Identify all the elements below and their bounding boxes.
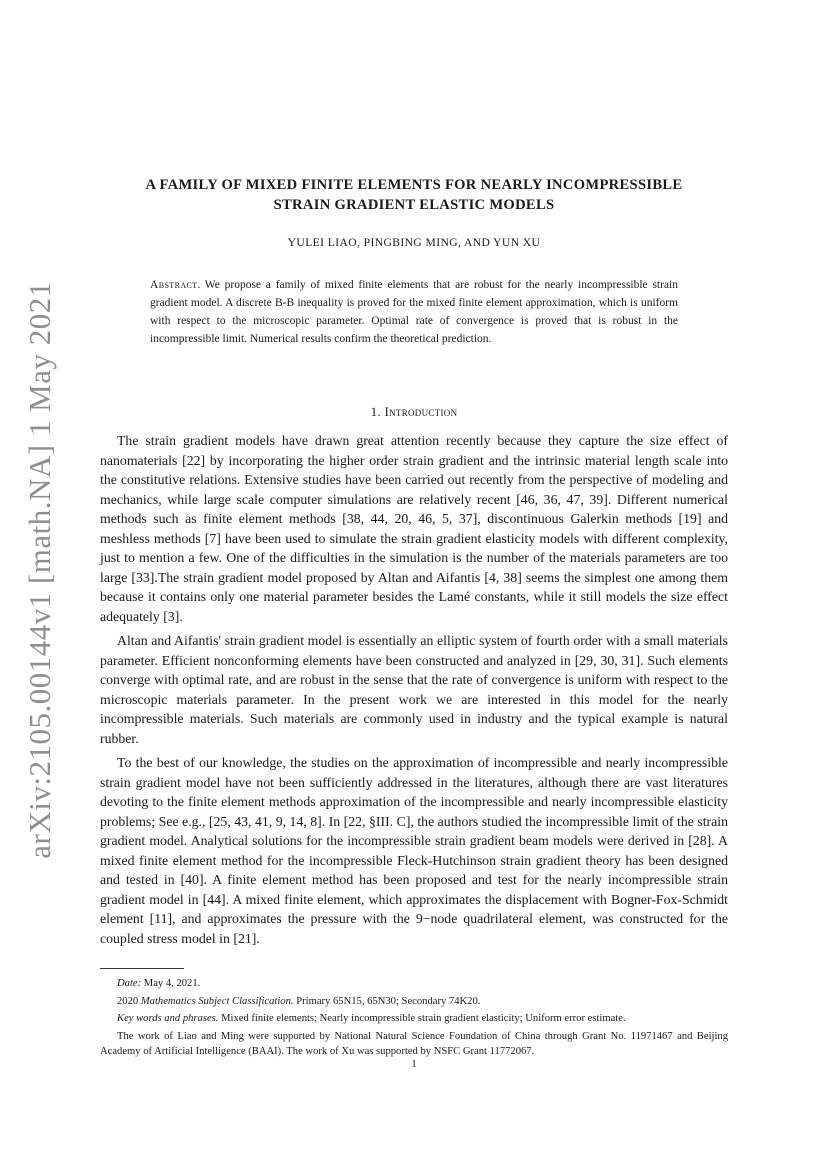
- msc-label: Mathematics Subject Classification.: [140, 995, 294, 1007]
- footnotes: [100, 976, 728, 1060]
- author-list: YULEI LIAO, PINGBING MING, AND YUN XU: [287, 236, 541, 249]
- footnote-date: [100, 976, 728, 992]
- paper-title: [100, 175, 728, 215]
- introduction-body: [100, 431, 728, 948]
- title-line-2: STRAIN GRADIENT ELASTIC MODELS: [273, 197, 555, 213]
- paragraph: To the best of our knowledge, the studies on the approximation of incompressible and nearly incompressible strain gradient model have not been sufficiently addressed in the literatures, although there are vast literatures devoting to the finite element methods approximation of the incompressible and nearly incompressible elasticity problems; See e.g., [25, 43, 41, 9, 14, 8]. In [22, §III. C], the authors studied the incompressible limit of the strain gradient model. Analytical solutions for the incompressible strain gradient beam models were derived in [28]. A mixed finite element method for the incompressible Fleck-Hutchinson strain gradient theory has been designed and tested in [40]. A finite element method has been proposed and test for the nearly incompressible strain gradient model in [44]. A mixed finite element, which approximates the displacement with Bogner-Fox-Schmidt element [11], and approximates the pressure with the 9−node quadrilateral element, was constructed for the coupled stress model in [21].: [100, 755, 728, 946]
- keywords-label: Key words and phrases.: [117, 1013, 219, 1024]
- abstract: [150, 276, 678, 348]
- footnote-keywords: [100, 1011, 728, 1027]
- paragraph: The strain gradient models have drawn great attention recently because they capture the size effect of nanomaterials [22] by incorporating the higher order strain gradient and the intrinsic material length scale into the constitutive relations. Extensive studies have been carried out recently from the perspective of modeling and mechanics, while large scale computer simulations are relatively recent [46, 36, 47, 39]. Different numerical methods such as finite element methods [38, 44, 20, 46, 5, 37], discontinuous Galerkin methods [19] and meshless methods [7] have been used to simulate the strain gradient elasticity models with different complexity, just to mention a few. One of the difficulties in the simulation is the number of the materials parameters are too large [33].The strain gradient model proposed by Altan and Aifantis [4, 38] seems the simplest one among them because it contains only one material parameter besides the Lamé constants, while it still models the size effect adequately [3].: [100, 433, 728, 624]
- abstract-text: We propose a family of mixed finite elements that are robust for the nearly incompressible strain gradient model. A discrete B-B inequality is proved for the mixed finite element approximation, which is uniform with respect to the microscopic parameter. Optimal rate of convergence is proved that is robust in the incompressible limit. Numerical results confirm the theoretical prediction.: [150, 279, 678, 345]
- arxiv-side-stamp: [18, 281, 62, 859]
- msc-year: 2020: [117, 995, 139, 1007]
- date-value: May 4, 2021.: [143, 978, 201, 989]
- msc-value: Primary 65N15, 65N30; Secondary 74K20.: [296, 995, 481, 1007]
- footnote-funding: The work of Liao and Ming were supported by National Natural Science Foundation of China through Grant No. 11971467 and Beijing Academy of Artificial Intelligence (BAAI). The work of Xu was supported by NSFC Grant 11772067.: [100, 1030, 728, 1057]
- abstract-label: Abstract.: [150, 279, 201, 291]
- footnote-msc: [100, 994, 728, 1010]
- title-line-1: A FAMILY OF MIXED FINITE ELEMENTS FOR NEARLY INCOMPRESSIBLE: [145, 177, 683, 193]
- section-heading: 1. Introduction: [370, 404, 458, 419]
- keywords-value: Mixed finite elements; Nearly incompressible strain gradient elasticity; Uniform error estimate.: [221, 1013, 626, 1024]
- page-number: 1: [411, 1059, 417, 1070]
- date-label: Date:: [117, 978, 142, 989]
- arxiv-identifier: arXiv:2105.00144v1 [math.NA] 1 May 2021: [22, 281, 57, 859]
- paragraph: Altan and Aifantis' strain gradient model is essentially an elliptic system of fourth order with a small materials parameter. Efficient nonconforming elements have been constructed and analyzed in [29, 30, 31]. Such elements converge with optimal rate, and are robust in the sense that the rate of convergence is uniform with respect to the microscopic materials parameter. In the present work we are interested in this model for the nearly incompressible materials. Such materials are commonly used in industry and the typical example is natural rubber.: [100, 633, 728, 746]
- footnote-rule: [100, 968, 184, 969]
